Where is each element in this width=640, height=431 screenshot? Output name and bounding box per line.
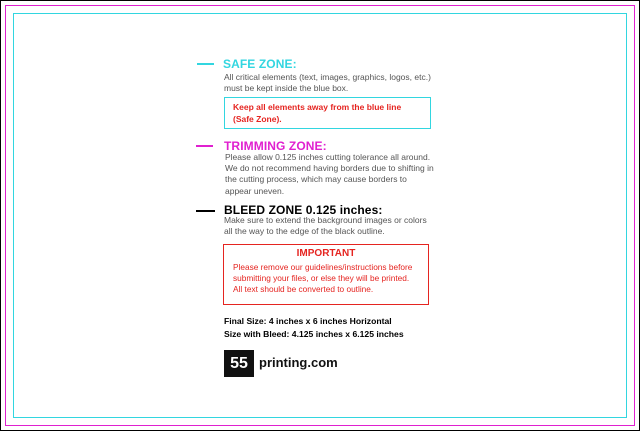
- important-text: [233, 262, 425, 296]
- important-line: All text should be converted to outline.: [233, 284, 374, 295]
- bleed-zone-line: all the way to the edge of the black outline.: [224, 226, 385, 237]
- trimming-zone-line: the cutting process, which may cause borders to: [225, 174, 407, 185]
- trimming-zone-line: appear uneven.: [225, 185, 285, 196]
- trimming-zone-heading: TRIMMING ZONE:: [224, 139, 327, 153]
- final-size: Final Size: 4 inches x 6 inches Horizontal: [224, 316, 392, 326]
- safe-zone-marker: [197, 63, 214, 65]
- bleed-zone-line: Make sure to extend the background images or colors: [224, 215, 427, 225]
- bleed-zone-marker: [196, 210, 215, 212]
- safe-zone-note-box: [224, 97, 431, 129]
- safe-zone-note-line: (Safe Zone).: [233, 113, 282, 124]
- trimming-zone-marker: [196, 145, 213, 147]
- bleed-zone-description: [224, 215, 427, 237]
- important-notice-box: [223, 244, 429, 305]
- size-info: [224, 315, 404, 340]
- safe-zone-description: [224, 72, 431, 94]
- trimming-zone-line: Please allow 0.125 inches cutting tolerance all around.: [225, 152, 431, 162]
- logo-text: printing.com: [259, 355, 338, 370]
- important-line: Please remove our guidelines/instructions before: [233, 262, 413, 272]
- logo-mark: 55: [224, 350, 254, 377]
- safe-zone-heading: SAFE ZONE:: [223, 57, 297, 71]
- bleed-zone-heading: BLEED ZONE 0.125 inches:: [224, 203, 383, 217]
- safe-zone-line: must be kept inside the blue box.: [224, 83, 349, 94]
- important-title: IMPORTANT: [296, 248, 356, 259]
- important-line: submitting your files, or else they will be printed.: [233, 273, 410, 284]
- safe-zone-line: All critical elements (text, images, graphics, logos, etc.): [224, 72, 431, 82]
- trimming-zone-description: [225, 152, 434, 197]
- size-with-bleed: Size with Bleed: 4.125 inches x 6.125 inches: [224, 328, 404, 339]
- trimming-zone-line: We do not recommend having borders due to shifting in: [225, 163, 434, 174]
- safe-zone-note: [233, 102, 423, 125]
- safe-zone-note-line: Keep all elements away from the blue line: [233, 102, 402, 112]
